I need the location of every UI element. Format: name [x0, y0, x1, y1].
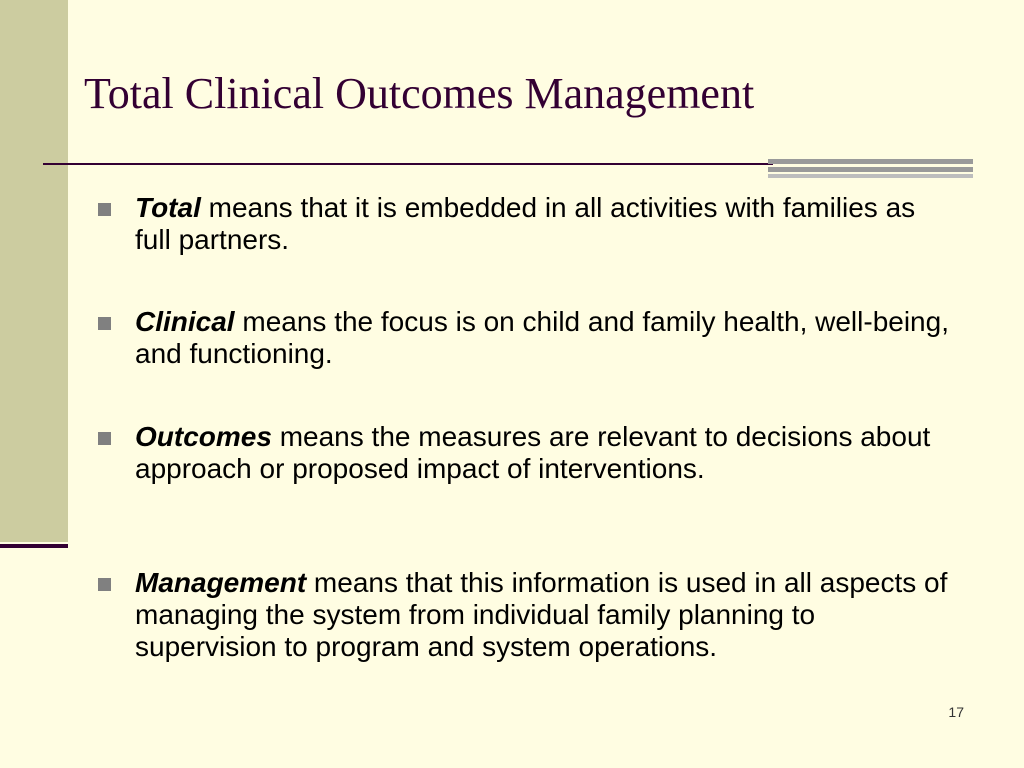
slide-title: Total Clinical Outcomes Management [84, 69, 755, 118]
bullet-text [135, 421, 950, 485]
square-bullet-icon [98, 317, 111, 330]
bullet-term: Outcomes [135, 421, 272, 452]
bullet-description: means that this information is used in all aspects of managing the system from individual family planning to supervision to program and system operations. [135, 567, 948, 662]
bullet-text [135, 306, 950, 370]
decorative-bar [768, 167, 973, 172]
bullet-description: means that it is embedded in all activities with families as full partners. [135, 192, 916, 255]
bullet-text [135, 567, 950, 663]
bullet-term: Management [135, 567, 307, 598]
decorative-bar [768, 159, 973, 164]
side-bar-divider [0, 544, 68, 548]
title-divider [43, 163, 773, 165]
decorative-side-bar [0, 0, 68, 542]
square-bullet-icon [98, 432, 111, 445]
bullet-term: Clinical [135, 306, 235, 337]
bullet-description: means the measures are relevant to decisions about approach or proposed impact of interventions. [135, 421, 931, 484]
bullet-text [135, 192, 950, 256]
bullet-term: Total [135, 192, 201, 223]
decorative-bar [768, 174, 973, 178]
bullet-description: means the focus is on child and family health, well-being, and functioning. [135, 306, 949, 369]
square-bullet-icon [98, 203, 111, 216]
square-bullet-icon [98, 578, 111, 591]
page-number: 17 [948, 704, 964, 720]
